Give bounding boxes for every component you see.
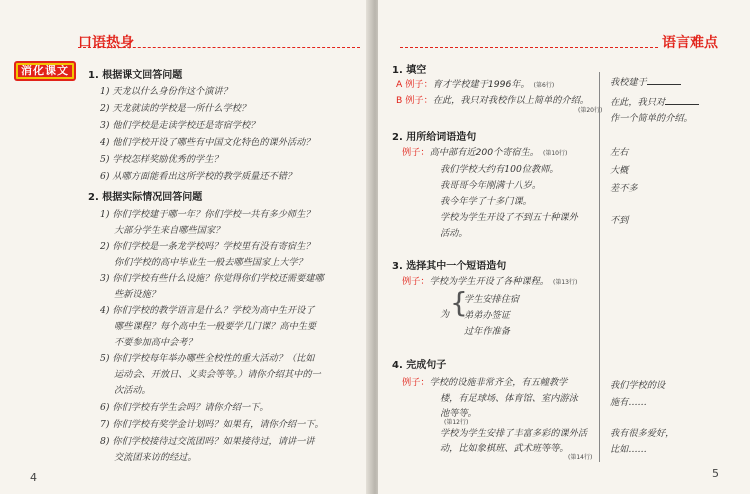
r7-line: 7) 你们学校有奖学金计划吗？如果有，请你介绍一下。 — [100, 419, 324, 430]
fill-side-b1: 在此，我只对 — [610, 94, 699, 108]
words-line-4: 学校为学生开设了不到五十种课外 — [440, 212, 578, 223]
phrase-example-row — [402, 273, 577, 287]
phrase-option-1: 弟弟办签证 — [464, 310, 510, 321]
complete-title: 4. 完成句子 — [392, 360, 447, 371]
r8b-line: 交流团来访的经过。 — [114, 452, 197, 463]
complete-l2-1: 动，比如象棋班、武术班等等。 — [440, 443, 569, 454]
q1-line: 1) 天龙以什么身份作这个演讲？ — [100, 86, 232, 97]
fill-a-src: (第6行) — [533, 82, 555, 89]
words-src: (第10行) — [542, 150, 568, 157]
q3-line: 3) 他们学校是走读学校还是寄宿学校？ — [100, 120, 260, 131]
phrase-brace: { — [450, 286, 468, 319]
r6-line: 6) 你们学校有学生会吗？请你介绍一下。 — [100, 402, 269, 413]
complete-side2-1: 比如…… — [610, 444, 647, 455]
words-line-2: 我哥哥今年刚满十八岁。 — [440, 180, 542, 191]
left-page-number: 4 — [30, 471, 37, 484]
r1a-line: 1) 你们学校建于哪一年？你们学校一共有多少师生？ — [100, 209, 315, 220]
fill-title: 1. 填空 — [392, 65, 427, 76]
fill-b-text: 在此，我只对我校作以上简单的介绍。 — [432, 95, 589, 106]
complete-l2-0: 学校为学生安排了丰富多彩的课外活 — [440, 428, 587, 439]
r2b-line: 你们学校的高中毕业生一般去哪些国家上大学？ — [114, 257, 307, 268]
words-side-0: 左右 — [610, 147, 629, 158]
words-line-1: 我们学校大约有100位教师。 — [440, 164, 559, 175]
r5b-line: 运动会、开放日、义卖会等等。）请你介绍其中的一 — [114, 369, 321, 380]
section-2-title: 2. 根据实际情况回答问题 — [88, 192, 203, 203]
words-side-1: 大概 — [610, 165, 629, 176]
r4c-line: 不要参加高中会考？ — [114, 337, 197, 348]
right-page-number: 5 — [712, 467, 719, 480]
q6-line: 6) 从哪方面能看出这所学校的教学质量还不错？ — [100, 171, 297, 182]
r3a-line: 3) 你们学校有些什么设施？你觉得你们学校还需要建哪 — [100, 273, 324, 284]
r4a-line: 4) 你们学校的教学语言是什么？学校为高中生开设了 — [100, 305, 315, 316]
complete-l1-1: 楼，有足球场、体育馆、室内游泳 — [440, 393, 578, 404]
right-page — [378, 0, 750, 494]
complete-example-row — [402, 374, 567, 388]
words-title: 2. 用所给词语造句 — [392, 132, 477, 143]
phrase-example-label: 例子： — [402, 276, 430, 287]
q5-line: 5) 学校怎样奖励优秀的学生？ — [100, 154, 223, 165]
q4-line: 4) 他们学校开设了哪些有中国文化特色的课外活动？ — [100, 137, 315, 148]
fill-b-row — [396, 92, 589, 106]
complete-l1-2: 池等等。 — [440, 408, 477, 419]
r8a-line: 8) 你们学校接待过交流团吗？如果接待过，请讲一讲 — [100, 436, 315, 447]
column-divider — [599, 72, 600, 462]
words-line-5: 活动。 — [440, 228, 468, 239]
r4b-line: 哪些课程？每个高中生一般要学几门课？高中生要 — [114, 321, 317, 332]
complete-example-label: 例子： — [402, 377, 430, 388]
label-a: A — [396, 79, 403, 90]
words-example-row — [402, 144, 567, 158]
phrase-wei: 为 — [440, 309, 450, 320]
r1b-line: 大部分学生来自哪些国家？ — [114, 225, 225, 236]
r5a-line: 5) 你们学校每年举办哪些全校性的重大活动？（比如 — [100, 353, 315, 364]
r3b-line: 些新设施？ — [114, 289, 160, 300]
phrase-option-0: 学生安排住宿 — [464, 294, 520, 305]
left-header-rule — [78, 47, 360, 48]
digest-text-badge: 消化课文 — [14, 61, 76, 81]
complete-side1-1: 施有…… — [610, 397, 647, 408]
words-side-3: 不到 — [610, 215, 629, 226]
fill-a-text: 育才学校建于1996年。 — [432, 79, 530, 90]
r2a-line: 2) 你们学校是一条龙学校吗？学校里有没有寄宿生？ — [100, 241, 315, 252]
words-side-2: 差不多 — [610, 183, 638, 194]
q2-line: 2) 天龙就读的学校是一所什么学校？ — [100, 103, 251, 114]
phrase-line: 学校为学生开设了各种课程。 — [429, 276, 549, 287]
complete-src-1: (第12行) — [444, 419, 469, 426]
fill-side-b2: 作一个简单的介绍。 — [610, 113, 693, 124]
label-b: B — [396, 95, 403, 106]
words-line-0: 高中部有近200个寄宿生。 — [429, 147, 539, 158]
phrase-src: (第13行) — [553, 279, 578, 286]
left-header-title: 口语热身 — [78, 35, 134, 51]
section-1-title: 1. 根据课文回答问题 — [88, 70, 183, 81]
right-header-rule — [400, 47, 658, 48]
complete-side1-0: 我们学校的设 — [610, 380, 666, 391]
words-line-3: 我今年学了十多门课。 — [440, 196, 532, 207]
fill-side-a: 我校建于 — [610, 74, 681, 88]
fill-b-example-label: 例子： — [405, 95, 433, 106]
complete-l1-0: 学校的设施非常齐全，有五幢教学 — [429, 377, 568, 388]
complete-src-2: (第14行) — [568, 454, 593, 461]
fill-b-src: (第20行) — [578, 107, 603, 114]
words-example-label: 例子： — [402, 147, 430, 158]
right-header-title: 语言难点 — [662, 35, 718, 51]
fill-a-example-label: 例子： — [405, 79, 433, 90]
fill-a-row — [396, 76, 554, 90]
left-page — [0, 0, 372, 494]
r5c-line: 次活动。 — [114, 385, 151, 396]
phrase-option-2: 过年作准备 — [464, 326, 510, 337]
complete-side2-0: 我有很多爱好， — [610, 428, 675, 439]
phrase-title: 3. 选择其中一个短语造句 — [392, 261, 507, 272]
